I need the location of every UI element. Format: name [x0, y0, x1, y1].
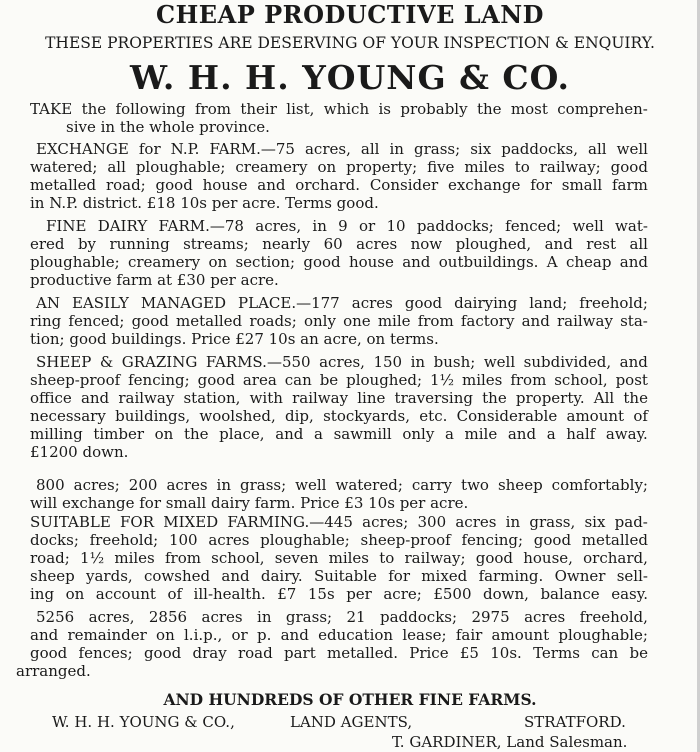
body-line: in N.P. district. £18 10s per acre. Terms good.	[30, 194, 379, 212]
body-line: sheep yards, cowshed and dairy. Suitable for mixed farming. Owner sell-	[30, 567, 648, 585]
body-line: ing on account of ill-health. £7 15s per acre; £500 down, balance easy.	[30, 585, 648, 603]
body-line: will exchange for small dairy farm. Price £3 10s per acre.	[30, 494, 469, 512]
body-line: road; 1½ miles from school, seven miles to railway; good house, orchard,	[30, 549, 648, 567]
closing-line: AND HUNDREDS OF OTHER FINE FARMS.	[163, 690, 537, 709]
body-line: ered by running streams; nearly 60 acres now ploughed, and rest all	[30, 235, 648, 253]
body-line: 800 acres; 200 acres in grass; well watered; carry two sheep comfortably;	[36, 476, 648, 494]
body-line: necessary buildings, woolshed, dip, stockyards, etc. Considerable amount of	[30, 407, 648, 425]
body-line: good fences; good dray road part metalled. Price £5 10s. Terms can be	[30, 644, 648, 662]
body-line: arranged.	[16, 662, 91, 680]
body-line: watered; all ploughable; creamery on property; five miles to railway; good	[30, 158, 648, 176]
ad-title: CHEAP PRODUCTIVE LAND	[156, 0, 544, 29]
body-line: productive farm at £30 per acre.	[30, 271, 279, 289]
body-line: £1200 down.	[30, 443, 129, 461]
body-line: tion; good buildings. Price £27 10s an acre, on terms.	[30, 330, 439, 348]
body-line: SHEEP & GRAZING FARMS.—550 acres, 150 in bush; well subdivided, and	[36, 353, 648, 371]
body-line: metalled road; good house and orchard. Consider exchange for small farm	[30, 176, 648, 194]
body-line: EXCHANGE for N.P. FARM.—75 acres, all in grass; six paddocks, all well	[36, 140, 648, 158]
body-line: sive in the whole province.	[66, 118, 270, 136]
body-line: ploughable; creamery on section; good house and outbuildings. A cheap and	[30, 253, 648, 271]
body-line: docks; freehold; 100 acres ploughable; sheep-proof fencing; good metalled	[30, 531, 648, 549]
body-line: FINE DAIRY FARM.—78 acres, in 9 or 10 paddocks; fenced; well wat-	[46, 217, 648, 235]
body-line: TAKE the following from their list, which is probably the most comprehen-	[30, 100, 648, 118]
body-line: milling timber on the place, and a sawmill only a mile and a half away.	[30, 425, 648, 443]
body-line: ring fenced; good metalled roads; only one mile from factory and railway sta-	[30, 312, 648, 330]
footer-salesman: T. GARDINER, Land Salesman.	[392, 733, 628, 751]
body-line: 5256 acres, 2856 acres in grass; 21 paddocks; 2975 acres freehold,	[36, 608, 648, 626]
body-line: sheep-proof fencing; good area can be ploughed; 1½ miles from school, post	[30, 371, 648, 389]
footer-role: LAND AGENTS,	[290, 713, 413, 731]
footer-town: STRATFORD.	[524, 713, 626, 731]
ad-subtitle: THESE PROPERTIES ARE DESERVING OF YOUR INSPECTION & ENQUIRY.	[45, 34, 655, 52]
firm-name: W. H. H. YOUNG & CO.	[130, 58, 570, 97]
body-line: and remainder on l.i.p., or p. and education lease; fair amount ploughable;	[30, 626, 648, 644]
footer-firm: W. H. H. YOUNG & CO.,	[52, 713, 235, 731]
body-line: AN EASILY MANAGED PLACE.—177 acres good dairying land; freehold;	[36, 294, 648, 312]
body-line: office and railway station, with railway line traversing the property. All the	[30, 389, 648, 407]
body-line: SUITABLE FOR MIXED FARMING.—445 acres; 300 acres in grass, six pad-	[30, 513, 648, 531]
